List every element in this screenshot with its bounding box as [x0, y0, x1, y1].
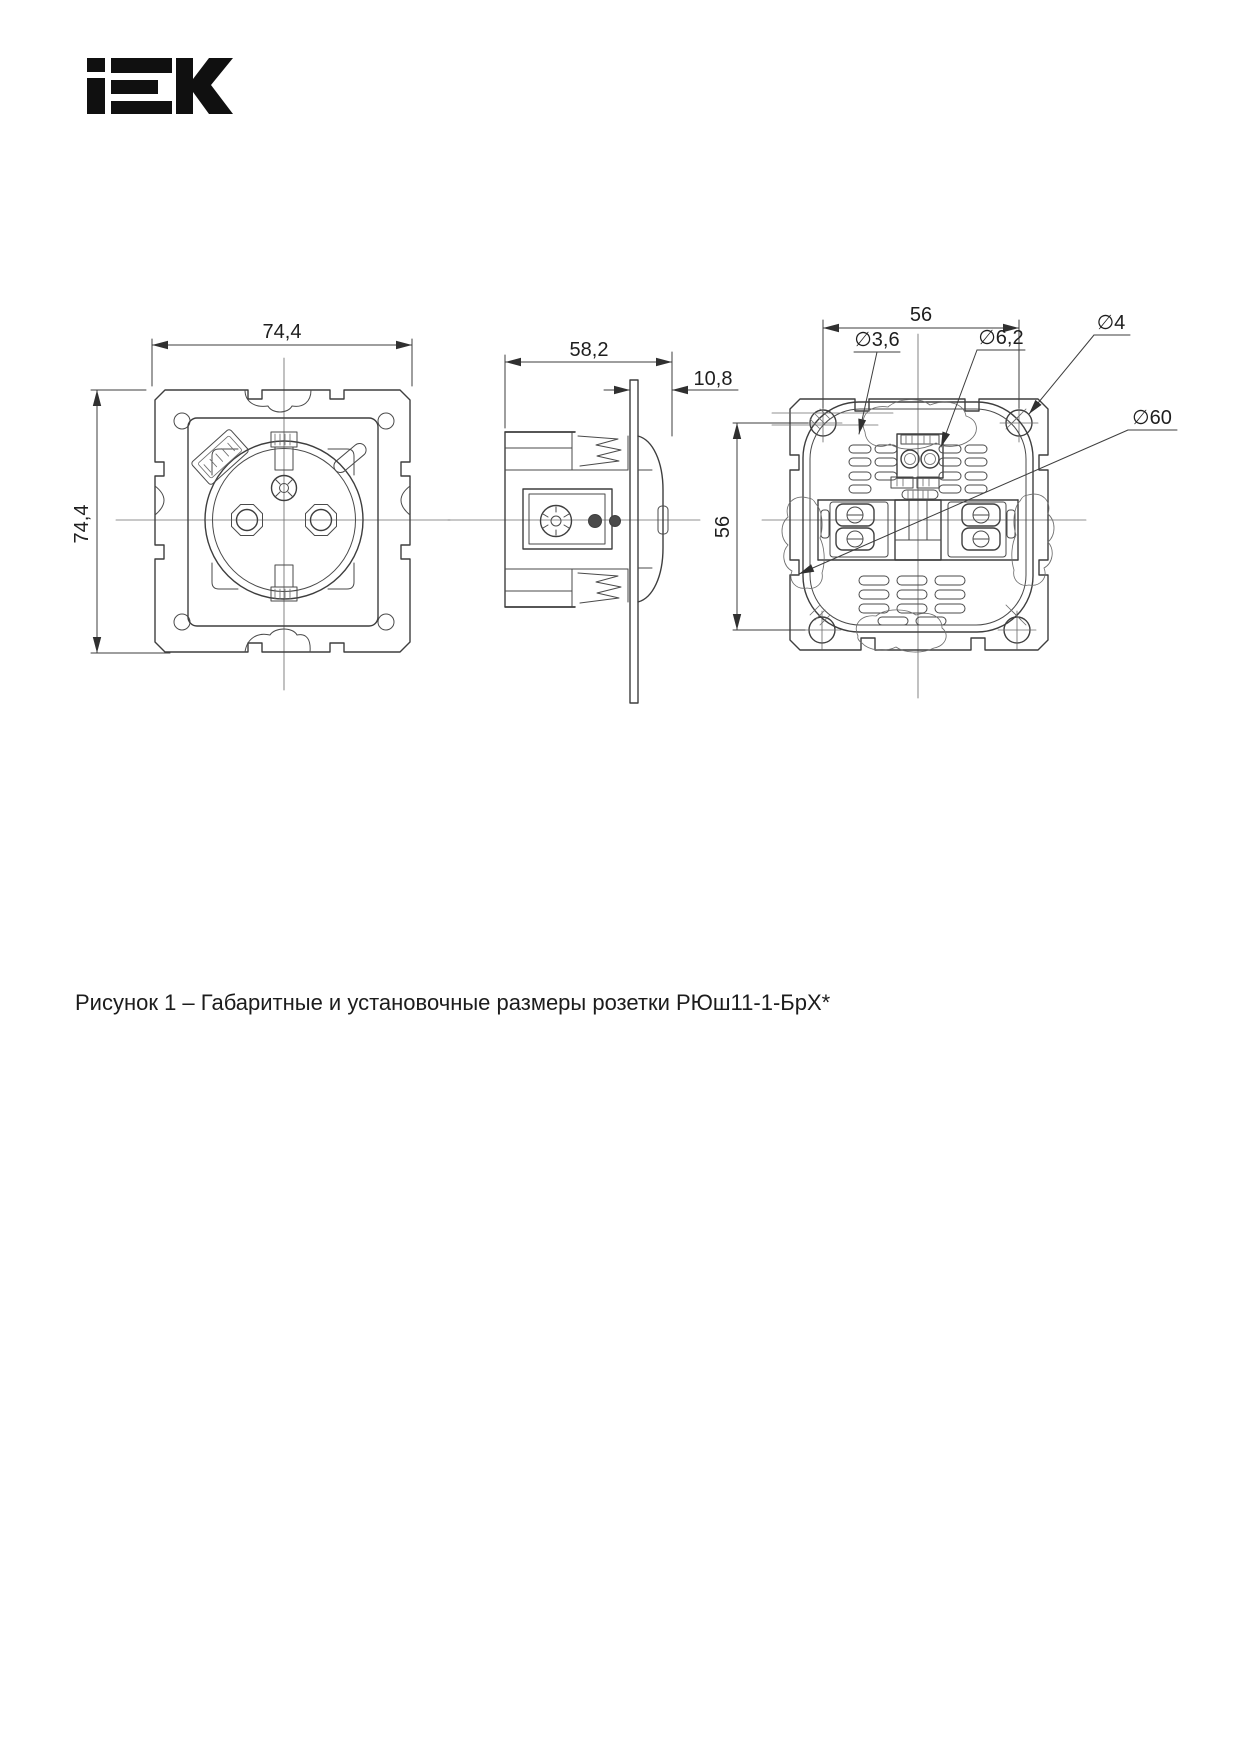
claw-teeth-bottom [578, 573, 621, 603]
recess-corner [212, 449, 238, 475]
screw-shank [589, 515, 602, 528]
dim-label-side-depth: 58,2 [569, 339, 609, 361]
label-terminal-hole-dia: ∅6,2 [978, 327, 1024, 349]
side-face-cover [638, 436, 668, 602]
wire-hole [921, 450, 939, 468]
side-view [448, 339, 738, 703]
terminal-screws-left [830, 502, 888, 557]
side-terminal-mechanism [523, 489, 621, 549]
figure-caption: Рисунок 1 – Габаритные и установочные размеры розетки РЮш11-1-БрХ* [75, 990, 831, 1015]
label-body-dia: ∅60 [1132, 407, 1172, 429]
plate-corner-bump [378, 413, 394, 429]
claw-cutout-right [401, 486, 410, 515]
leader-terminal-hole-dia [941, 327, 1025, 447]
leader-claw-screw-dia [854, 329, 900, 434]
terminal-screws-right [948, 502, 1006, 557]
dim-label-front-height: 74,4 [71, 504, 93, 544]
claw-cutout-top [245, 390, 311, 412]
front-view [71, 321, 450, 690]
recess-corner [212, 563, 238, 589]
claw-top [863, 400, 976, 450]
back-view [712, 304, 1177, 698]
side-flange-plate [630, 380, 638, 703]
dim-side-depth [505, 339, 672, 436]
screw-shank [610, 516, 621, 527]
label-claw-screw-dia: ∅3,6 [854, 329, 900, 351]
rating-label-plate [191, 428, 250, 485]
indicator-slot [331, 441, 368, 475]
dim-label-back-v: 56 [712, 515, 734, 539]
vent-slots-lower [859, 576, 965, 625]
plate-corner-bump [378, 614, 394, 630]
label-mounting-hole-dia: ∅4 [1096, 312, 1126, 334]
front-mounting-plate [155, 390, 410, 652]
mounting-holes [803, 404, 1038, 649]
claw-bottom [856, 610, 946, 652]
leader-mounting-hole-dia [1029, 312, 1130, 414]
recess-corner [328, 563, 354, 589]
claw-teeth-top [578, 436, 621, 466]
iek-logo [87, 58, 233, 114]
dim-back-spacing-v [712, 423, 808, 630]
dim-label-back-h: 56 [909, 304, 933, 326]
wire-hole [901, 450, 919, 468]
claw-cutout-left [155, 486, 164, 515]
dim-label-front-width: 74,4 [262, 321, 302, 343]
dim-side-flange [604, 368, 738, 394]
claw-cutout-bottom [245, 629, 310, 652]
leader-body-dia [799, 407, 1177, 574]
dim-front-width [152, 321, 412, 386]
recess-corner [328, 449, 354, 475]
dim-label-side-flange: 10,8 [693, 368, 733, 390]
dim-back-spacing-h [823, 304, 1019, 408]
